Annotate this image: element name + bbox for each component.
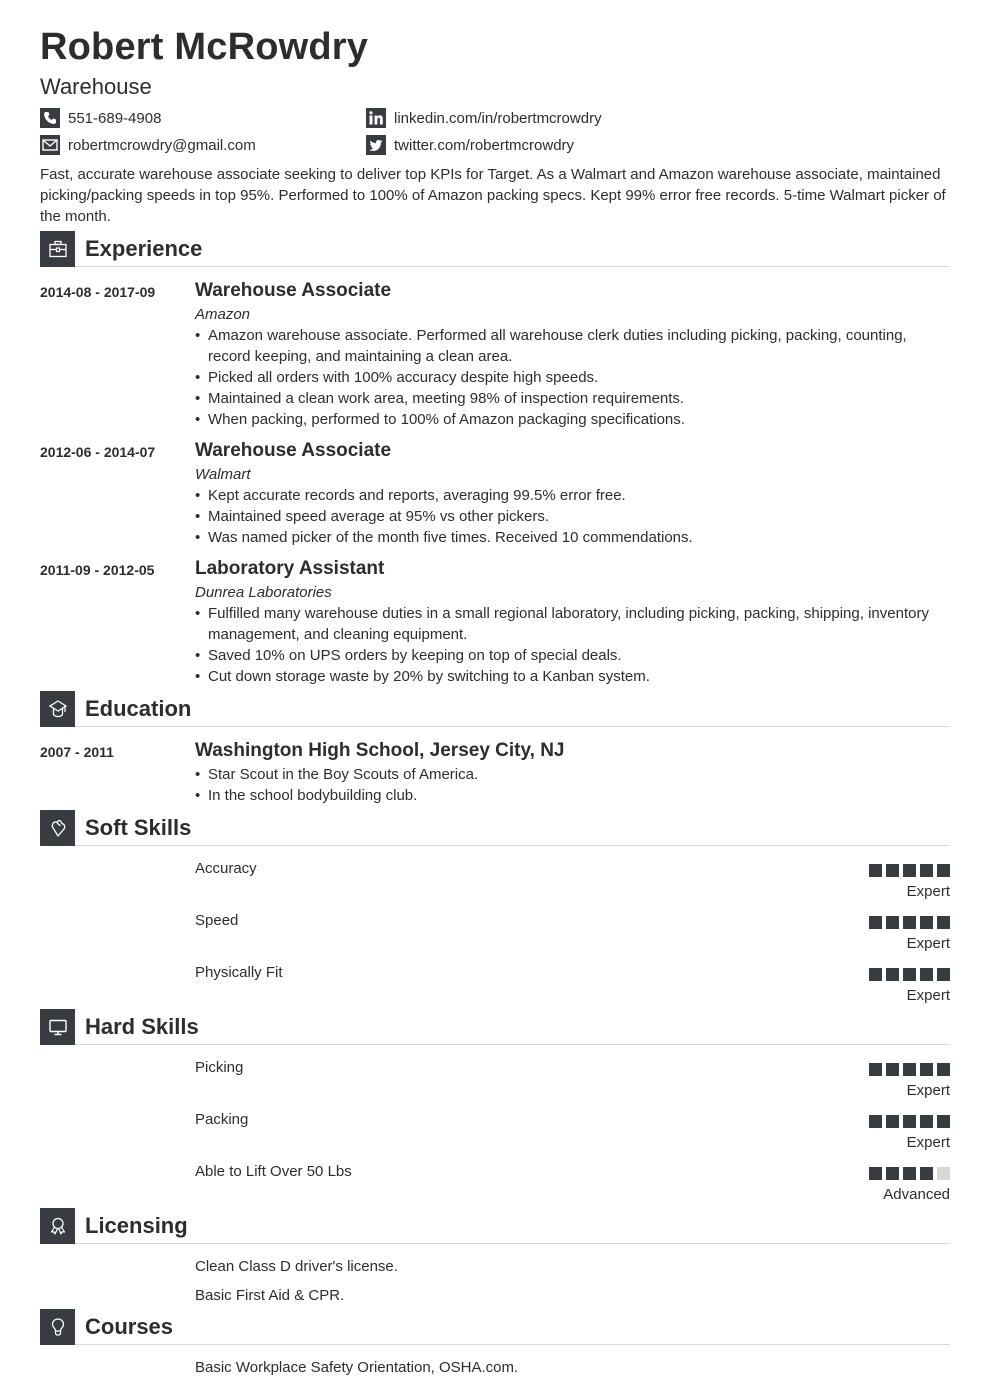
section-courses-header [40, 1309, 950, 1345]
entry-role: Laboratory Assistant [195, 558, 385, 579]
section-hard-skills-header [40, 1009, 950, 1045]
skill-level: Expert [906, 1082, 950, 1099]
license-item: Clean Class D driver's license. [195, 1258, 398, 1275]
skill-level: Expert [906, 935, 950, 952]
skill-level: Expert [906, 883, 950, 900]
entry-company: Dunrea Laboratories [195, 584, 332, 601]
bullet: • Maintained a clean work area, meeting 98% of inspection requirements. [195, 388, 950, 409]
graduation-cap-icon [40, 691, 75, 727]
section-title: Education [85, 696, 192, 721]
section-title: Licensing [85, 1213, 188, 1238]
briefcase-icon [40, 231, 75, 267]
entry-bullets [195, 485, 950, 548]
skill-name: Accuracy [195, 860, 257, 877]
skill-name: Picking [195, 1059, 244, 1076]
bullet: • Picked all orders with 100% accuracy despite high speeds. [195, 367, 950, 388]
skill-level: Expert [906, 987, 950, 1004]
linkedin-icon [366, 108, 386, 128]
skill-rating [866, 916, 950, 929]
entry-bullets [195, 764, 950, 806]
skill-rating [866, 864, 950, 877]
contact-phone [40, 108, 161, 128]
skill-name: Packing [195, 1111, 249, 1128]
candidate-name: Robert McRowdry [40, 26, 369, 68]
skill-level: Expert [906, 1134, 950, 1151]
skill-rating [866, 1063, 950, 1076]
bullet: • Star Scout in the Boy Scouts of America. [195, 764, 950, 785]
entry-company: Walmart [195, 466, 251, 483]
bullet: • In the school bodybuilding club. [195, 785, 950, 806]
handshake-icon [40, 810, 75, 846]
section-licensing-header [40, 1208, 950, 1244]
phone-icon [40, 108, 60, 128]
entry-school: Washington High School, Jersey City, NJ [195, 740, 565, 761]
bullet: • Kept accurate records and reports, averaging 99.5% error free. [195, 485, 950, 506]
skill-name: Able to Lift Over 50 Lbs [195, 1163, 352, 1180]
skill-name: Speed [195, 912, 239, 929]
twitter-icon [366, 135, 386, 155]
section-title: Soft Skills [85, 815, 192, 840]
monitor-icon [40, 1009, 75, 1045]
lightbulb-icon [40, 1309, 75, 1345]
skill-name: Physically Fit [195, 964, 283, 981]
skill-rating [866, 1167, 950, 1180]
entry-dates: 2011-09 - 2012-05 [40, 562, 155, 578]
entry-company: Amazon [195, 306, 251, 323]
contact-linkedin[interactable] [366, 108, 602, 128]
bullet: • Amazon warehouse associate. Performed all warehouse clerk duties including picking, packing, counting, record keeping, and maintaining a clean area. [195, 325, 950, 367]
skill-rating [866, 968, 950, 981]
bullet: • When packing, performed to 100% of Amazon packaging specifications. [195, 409, 950, 430]
entry-dates: 2007 - 2011 [40, 744, 114, 760]
phone-text: 551-689-4908 [68, 109, 162, 127]
entry-bullets [195, 325, 950, 430]
bullet: • Was named picker of the month five times. Received 10 commendations. [195, 527, 950, 548]
entry-dates: 2012-06 - 2014-07 [40, 444, 156, 460]
course-item: Basic Workplace Safety Orientation, OSHA.com. [195, 1359, 519, 1376]
section-soft-skills-header [40, 810, 950, 846]
skill-level: Advanced [883, 1186, 950, 1203]
entry-role: Warehouse Associate [195, 280, 392, 301]
award-ribbon-icon [40, 1208, 75, 1244]
section-title: Experience [85, 236, 203, 261]
section-title: Hard Skills [85, 1014, 199, 1039]
bullet: • Cut down storage waste by 20% by switching to a Kanban system. [195, 666, 950, 687]
section-title: Courses [85, 1314, 174, 1339]
entry-dates: 2014-08 - 2017-09 [40, 284, 156, 300]
skill-rating [866, 1115, 950, 1128]
bullet: • Saved 10% on UPS orders by keeping on top of special deals. [195, 645, 950, 666]
section-experience-header [40, 231, 950, 267]
candidate-title: Warehouse [40, 74, 152, 99]
profile-summary: Fast, accurate warehouse associate seeking to deliver top KPIs for Target. As a Walmart and Amazon warehouse associate, maintained picking/packing speeds in top 95%. Performed to 100% of Amazon packing specs. Kept 99% error free records. 5-time Walmart picker of the month. [40, 166, 946, 225]
entry-role: Warehouse Associate [195, 440, 392, 461]
section-education-header [40, 691, 950, 727]
bullet: • Fulfilled many warehouse duties in a small regional laboratory, including picking, packing, shipping, inventory management, and cleaning equipment. [195, 603, 950, 645]
bullet: • Maintained speed average at 95% vs other pickers. [195, 506, 950, 527]
twitter-link[interactable]: twitter.com/robertmcrowdry [394, 136, 575, 154]
entry-bullets [195, 603, 950, 687]
contact-email[interactable] [40, 135, 256, 155]
email-link[interactable]: robertmcrowdry@gmail.com [68, 136, 256, 154]
contact-twitter[interactable] [366, 135, 574, 155]
envelope-icon [40, 135, 60, 155]
license-item: Basic First Aid & CPR. [195, 1287, 345, 1304]
linkedin-link[interactable]: linkedin.com/in/robertmcrowdry [394, 109, 602, 127]
